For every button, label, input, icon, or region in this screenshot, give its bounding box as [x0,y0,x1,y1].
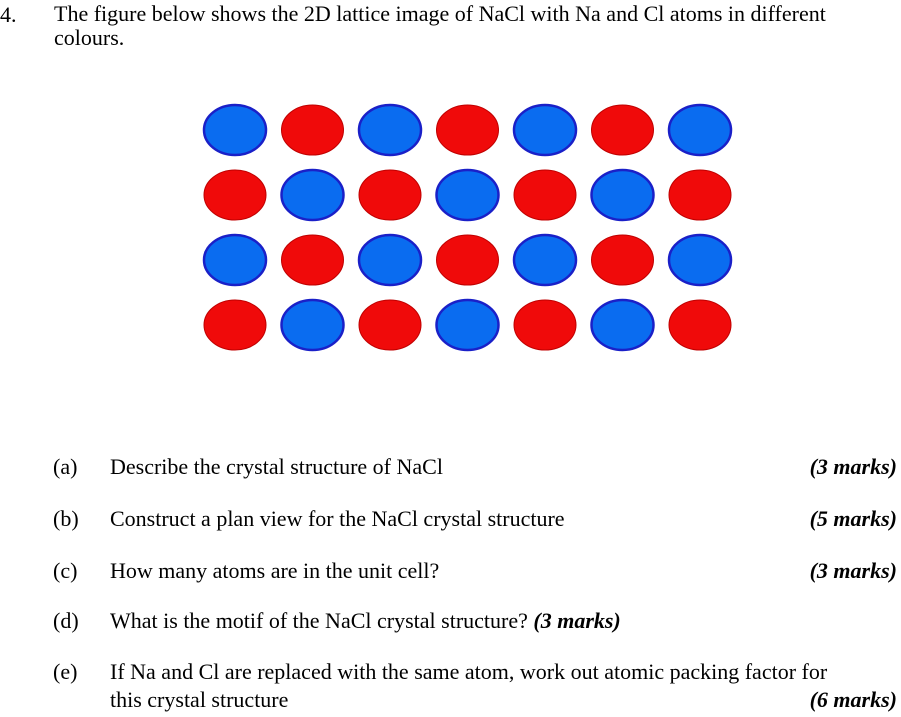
atom-blue [592,170,654,220]
part-d-text: What is the motif of the NaCl crystal structure? [110,608,528,633]
atom-red [592,235,654,285]
atom-blue [514,235,576,285]
atom-blue [204,105,266,155]
atom-blue [282,300,344,350]
atom-red [359,300,421,350]
part-a-marks: (3 marks) [809,454,897,479]
part-b-text: Construct a plan view for the NaCl crystal structure [110,506,565,531]
part-c-text: How many atoms are in the unit cell? [110,558,440,583]
atom-red [514,170,576,220]
atom-blue [204,235,266,285]
atom-blue [437,170,499,220]
atom-red [592,105,654,155]
part-b-marks: (5 marks) [809,506,897,531]
nacl-lattice-figure [200,102,740,362]
part-a-label: (a) [53,454,78,479]
part-e-marks: (6 marks) [809,687,897,712]
atom-red [514,300,576,350]
atom-red [204,300,266,350]
part-e-text-line2: this crystal structure [110,687,289,712]
atom-red [282,105,344,155]
part-e-text-line1: If Na and Cl are replaced with the same atom, work out atomic packing factor for [110,659,828,684]
atom-red [359,170,421,220]
question-intro: The figure below shows the 2D lattice image of NaCl with Na and Cl atoms in different colours. [54,1,826,50]
atom-blue [282,170,344,220]
part-c-label: (c) [53,558,78,583]
part-c-marks: (3 marks) [809,558,897,583]
question-number: 4. [0,2,17,27]
atom-red [437,105,499,155]
atom-blue [359,105,421,155]
atom-red [669,170,731,220]
part-a-text: Describe the crystal structure of NaCl [110,454,443,479]
part-d-text-wrap [110,607,890,635]
part-e-label: (e) [53,659,78,684]
atom-blue [669,105,731,155]
part-d-label: (d) [53,608,79,633]
part-b-label: (b) [53,506,79,531]
atom-red [437,235,499,285]
atom-blue [514,105,576,155]
atom-blue [359,235,421,285]
atom-blue [669,235,731,285]
atom-blue [592,300,654,350]
atom-red [669,300,731,350]
atom-red [282,235,344,285]
atom-red [204,170,266,220]
atom-blue [437,300,499,350]
part-d-marks: (3 marks) [533,608,621,633]
